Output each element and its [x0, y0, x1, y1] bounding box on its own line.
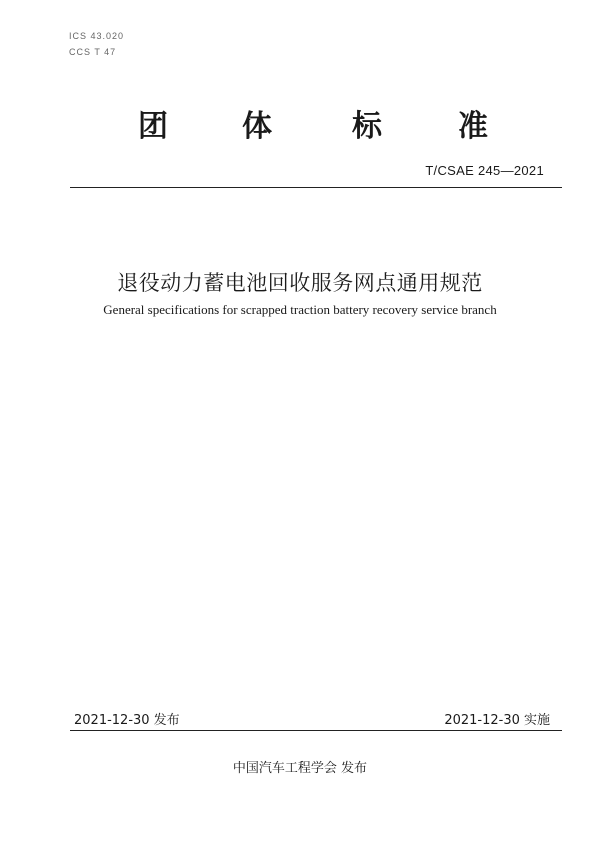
- standard-category-char: 团: [138, 109, 168, 144]
- footer-divider: [70, 730, 562, 731]
- standard-category-char: 准: [458, 109, 488, 144]
- header-divider: [70, 187, 562, 188]
- standard-number: T/CSAE 245—2021: [425, 163, 544, 178]
- ics-code: ICS 43.020: [69, 31, 125, 41]
- publisher: 中国汽车工程学会 发布: [232, 761, 368, 776]
- implementation-date: 2021-12-30 实施: [444, 713, 550, 728]
- document-title-cn: 退役动力蓄电池回收服务网点通用规范: [117, 271, 483, 295]
- standard-category-char: 体: [242, 109, 272, 144]
- ccs-code: CCS T 47: [69, 47, 117, 57]
- issue-date: 2021-12-30 发布: [74, 713, 180, 728]
- document-title-en: General specifications for scrapped traction battery recovery service branch: [103, 302, 497, 317]
- standard-category-char: 标: [352, 109, 382, 144]
